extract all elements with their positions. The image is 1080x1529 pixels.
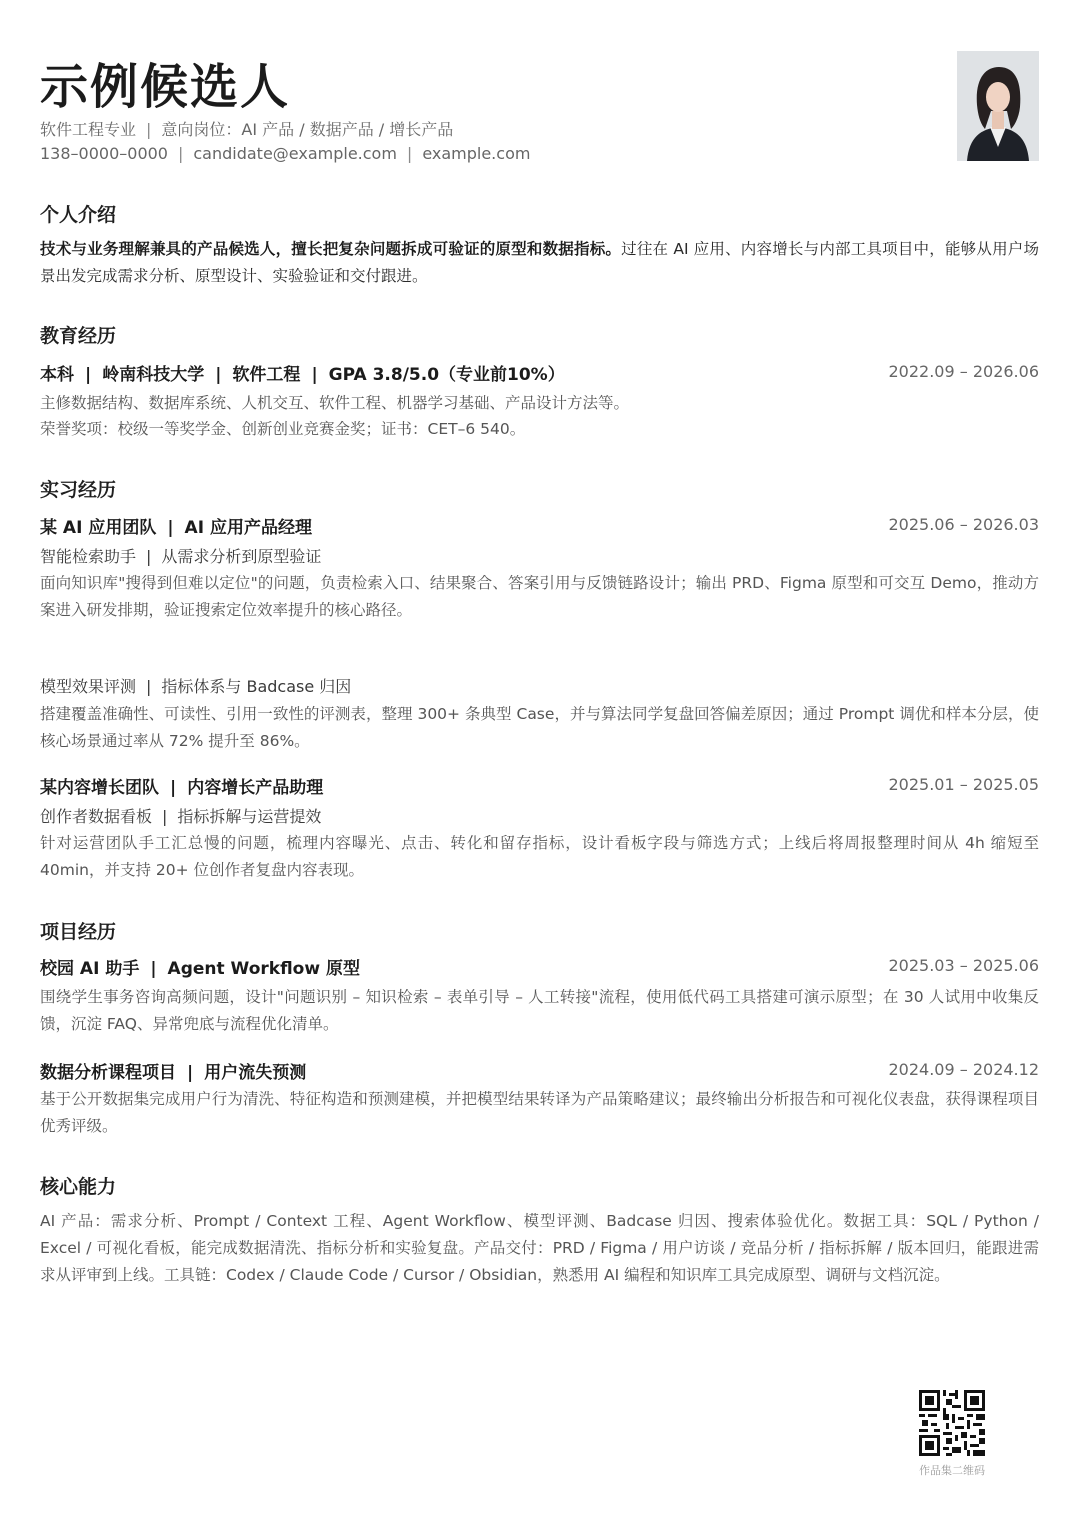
job-org: 某内容增长团队: [40, 778, 159, 798]
job-item-desc: 针对运营团队手工汇总慢的问题，梳理内容曝光、点击、转化和留存指标，设计看板字段与筛选方式；上线后将周报整理时间从 4h 缩短至 40min，并支持 20+ 位创作者复盘内容表现。: [40, 834, 1039, 879]
project-type: Agent Workflow 原型: [167, 959, 360, 979]
section-title-projects: 项目经历: [40, 921, 117, 943]
project-date: 2025.03 – 2025.06: [888, 956, 1039, 975]
school-text: 岭南科技大学: [102, 365, 205, 385]
email-link[interactable]: candidate@example.com: [193, 144, 397, 163]
separator: |: [150, 959, 157, 979]
profile-photo: [957, 51, 1039, 161]
website-link[interactable]: example.com: [422, 144, 531, 163]
project-title-row: [40, 954, 360, 979]
candidate-name: 示例候选人: [40, 59, 291, 115]
job-title-row: [40, 773, 323, 798]
project-date: 2024.09 – 2024.12: [888, 1060, 1039, 1079]
major-text: 软件工程专业: [40, 120, 137, 139]
section-title-internship: 实习经历: [40, 479, 117, 501]
item-focus: 从需求分析到原型验证: [161, 547, 322, 566]
header-line-2: [40, 144, 530, 163]
project-name: 数据分析课程项目: [40, 1063, 176, 1083]
job-item-title: [40, 674, 351, 697]
job-item-desc: 搭建覆盖准确性、可读性、引用一致性的评测表，整理 300+ 条典型 Case，并与算法同学复盘回答偏差原因；通过 Prompt 调优和样本分层，使核心场景通过率从 72% 提升至 86%。: [40, 705, 1039, 750]
intent-text: 意向岗位：AI 产品 / 数据产品 / 增长产品: [161, 120, 454, 139]
job-item-title: [40, 804, 321, 827]
project-type: 用户流失预测: [204, 1063, 307, 1083]
skills-desc: AI 产品：需求分析、Prompt / Context 工程、Agent Workflow、模型评测、Badcase 归因、搜索体验优化。数据工具：SQL / Python / Excel / 可视化看板，能完成数据清洗、指标分析和实验复盘。产品交付：PRD / Figma / 用户访谈 / 竞品分析 / 指标拆解 / 版本回归，能跟进需求从评审到上线。工具链：Codex / Claude Code / Cursor / Obsidian，熟悉用 AI 编程和知识库工具完成原型、调研与文档沉淀。: [40, 1212, 1039, 1284]
separator: |: [406, 144, 413, 163]
gpa-text: GPA 3.8/5.0（专业前10%）: [328, 365, 565, 385]
separator: |: [215, 365, 222, 385]
section-title-intro: 个人介绍: [40, 204, 117, 226]
profile-photo-image: [957, 51, 1039, 161]
separator: |: [146, 120, 152, 139]
separator: |: [167, 518, 174, 538]
job-role: 内容增长产品助理: [187, 778, 324, 798]
separator: |: [85, 365, 92, 385]
header-line-1: [40, 117, 453, 140]
qr-code-image: [919, 1390, 985, 1456]
intro-text: 过往在 AI 应用、内容增长与内部工具项目中，能够从用户场景出发完成需求分析、原型设计、实验验证和交付跟进。: [40, 240, 1040, 285]
edu-major-text: 软件工程: [232, 365, 301, 385]
job-title-row: [40, 513, 312, 538]
portfolio-qr-code[interactable]: [919, 1390, 985, 1456]
item-name: 智能检索助手: [40, 547, 137, 566]
job-date: 2025.06 – 2026.03: [888, 515, 1039, 534]
item-focus: 指标体系与 Badcase 归因: [161, 677, 352, 696]
education-title-row: [40, 360, 565, 385]
project-name: 校园 AI 助手: [40, 959, 140, 979]
section-title-skills: 核心能力: [40, 1176, 117, 1198]
item-name: 创作者数据看板: [40, 807, 153, 826]
project-desc: 围绕学生事务咨询高频问题，设计"问题识别 – 知识检索 – 表单引导 – 人工转接"流程，使用低代码工具搭建可演示原型；在 30 人试用中收集反馈，沉淀 FAQ、异常兜底与流程优化清单。: [40, 988, 1039, 1033]
project-desc: 基于公开数据集完成用户行为清洗、特征构造和预测建模，并把模型结果转译为产品策略建议；最终输出分析报告和可视化仪表盘，获得课程项目优秀评级。: [40, 1090, 1039, 1135]
education-date: 2022.09 – 2026.06: [888, 362, 1039, 381]
degree-text: 本科: [40, 365, 74, 385]
qr-caption: 作品集二维码: [919, 1464, 985, 1477]
separator: |: [311, 365, 318, 385]
separator: |: [146, 547, 152, 566]
intro-paragraph: [40, 236, 1039, 290]
item-name: 模型效果评测: [40, 677, 137, 696]
job-item-title: [40, 544, 321, 567]
separator: |: [170, 778, 177, 798]
phone-text[interactable]: 138–0000–0000: [40, 144, 168, 163]
job-org: 某 AI 应用团队: [40, 518, 157, 538]
job-item-desc: 面向知识库"搜得到但难以定位"的问题，负责检索入口、结果聚合、答案引用与反馈链路设计；输出 PRD、Figma 原型和可交互 Demo，推动方案进入研发排期，验证搜索定位效率提升的核心路径。: [40, 574, 1039, 619]
job-date: 2025.01 – 2025.05: [888, 775, 1039, 794]
separator: |: [187, 1063, 194, 1083]
education-honors: 荣誉奖项：校级一等奖学金、创新创业竞赛金奖；证书：CET–6 540。: [40, 420, 526, 438]
intro-highlight: 技术与业务理解兼具的产品候选人，擅长把复杂问题拆成可验证的原型和数据指标。: [40, 240, 622, 258]
separator: |: [162, 807, 168, 826]
education-courses: 主修数据结构、数据库系统、人机交互、软件工程、机器学习基础、产品设计方法等。: [40, 394, 630, 412]
item-focus: 指标拆解与运营提效: [177, 807, 322, 826]
job-role: AI 应用产品经理: [184, 518, 312, 538]
project-title-row: [40, 1058, 306, 1083]
separator: |: [177, 144, 184, 163]
separator: |: [146, 677, 152, 696]
section-title-education: 教育经历: [40, 325, 117, 347]
